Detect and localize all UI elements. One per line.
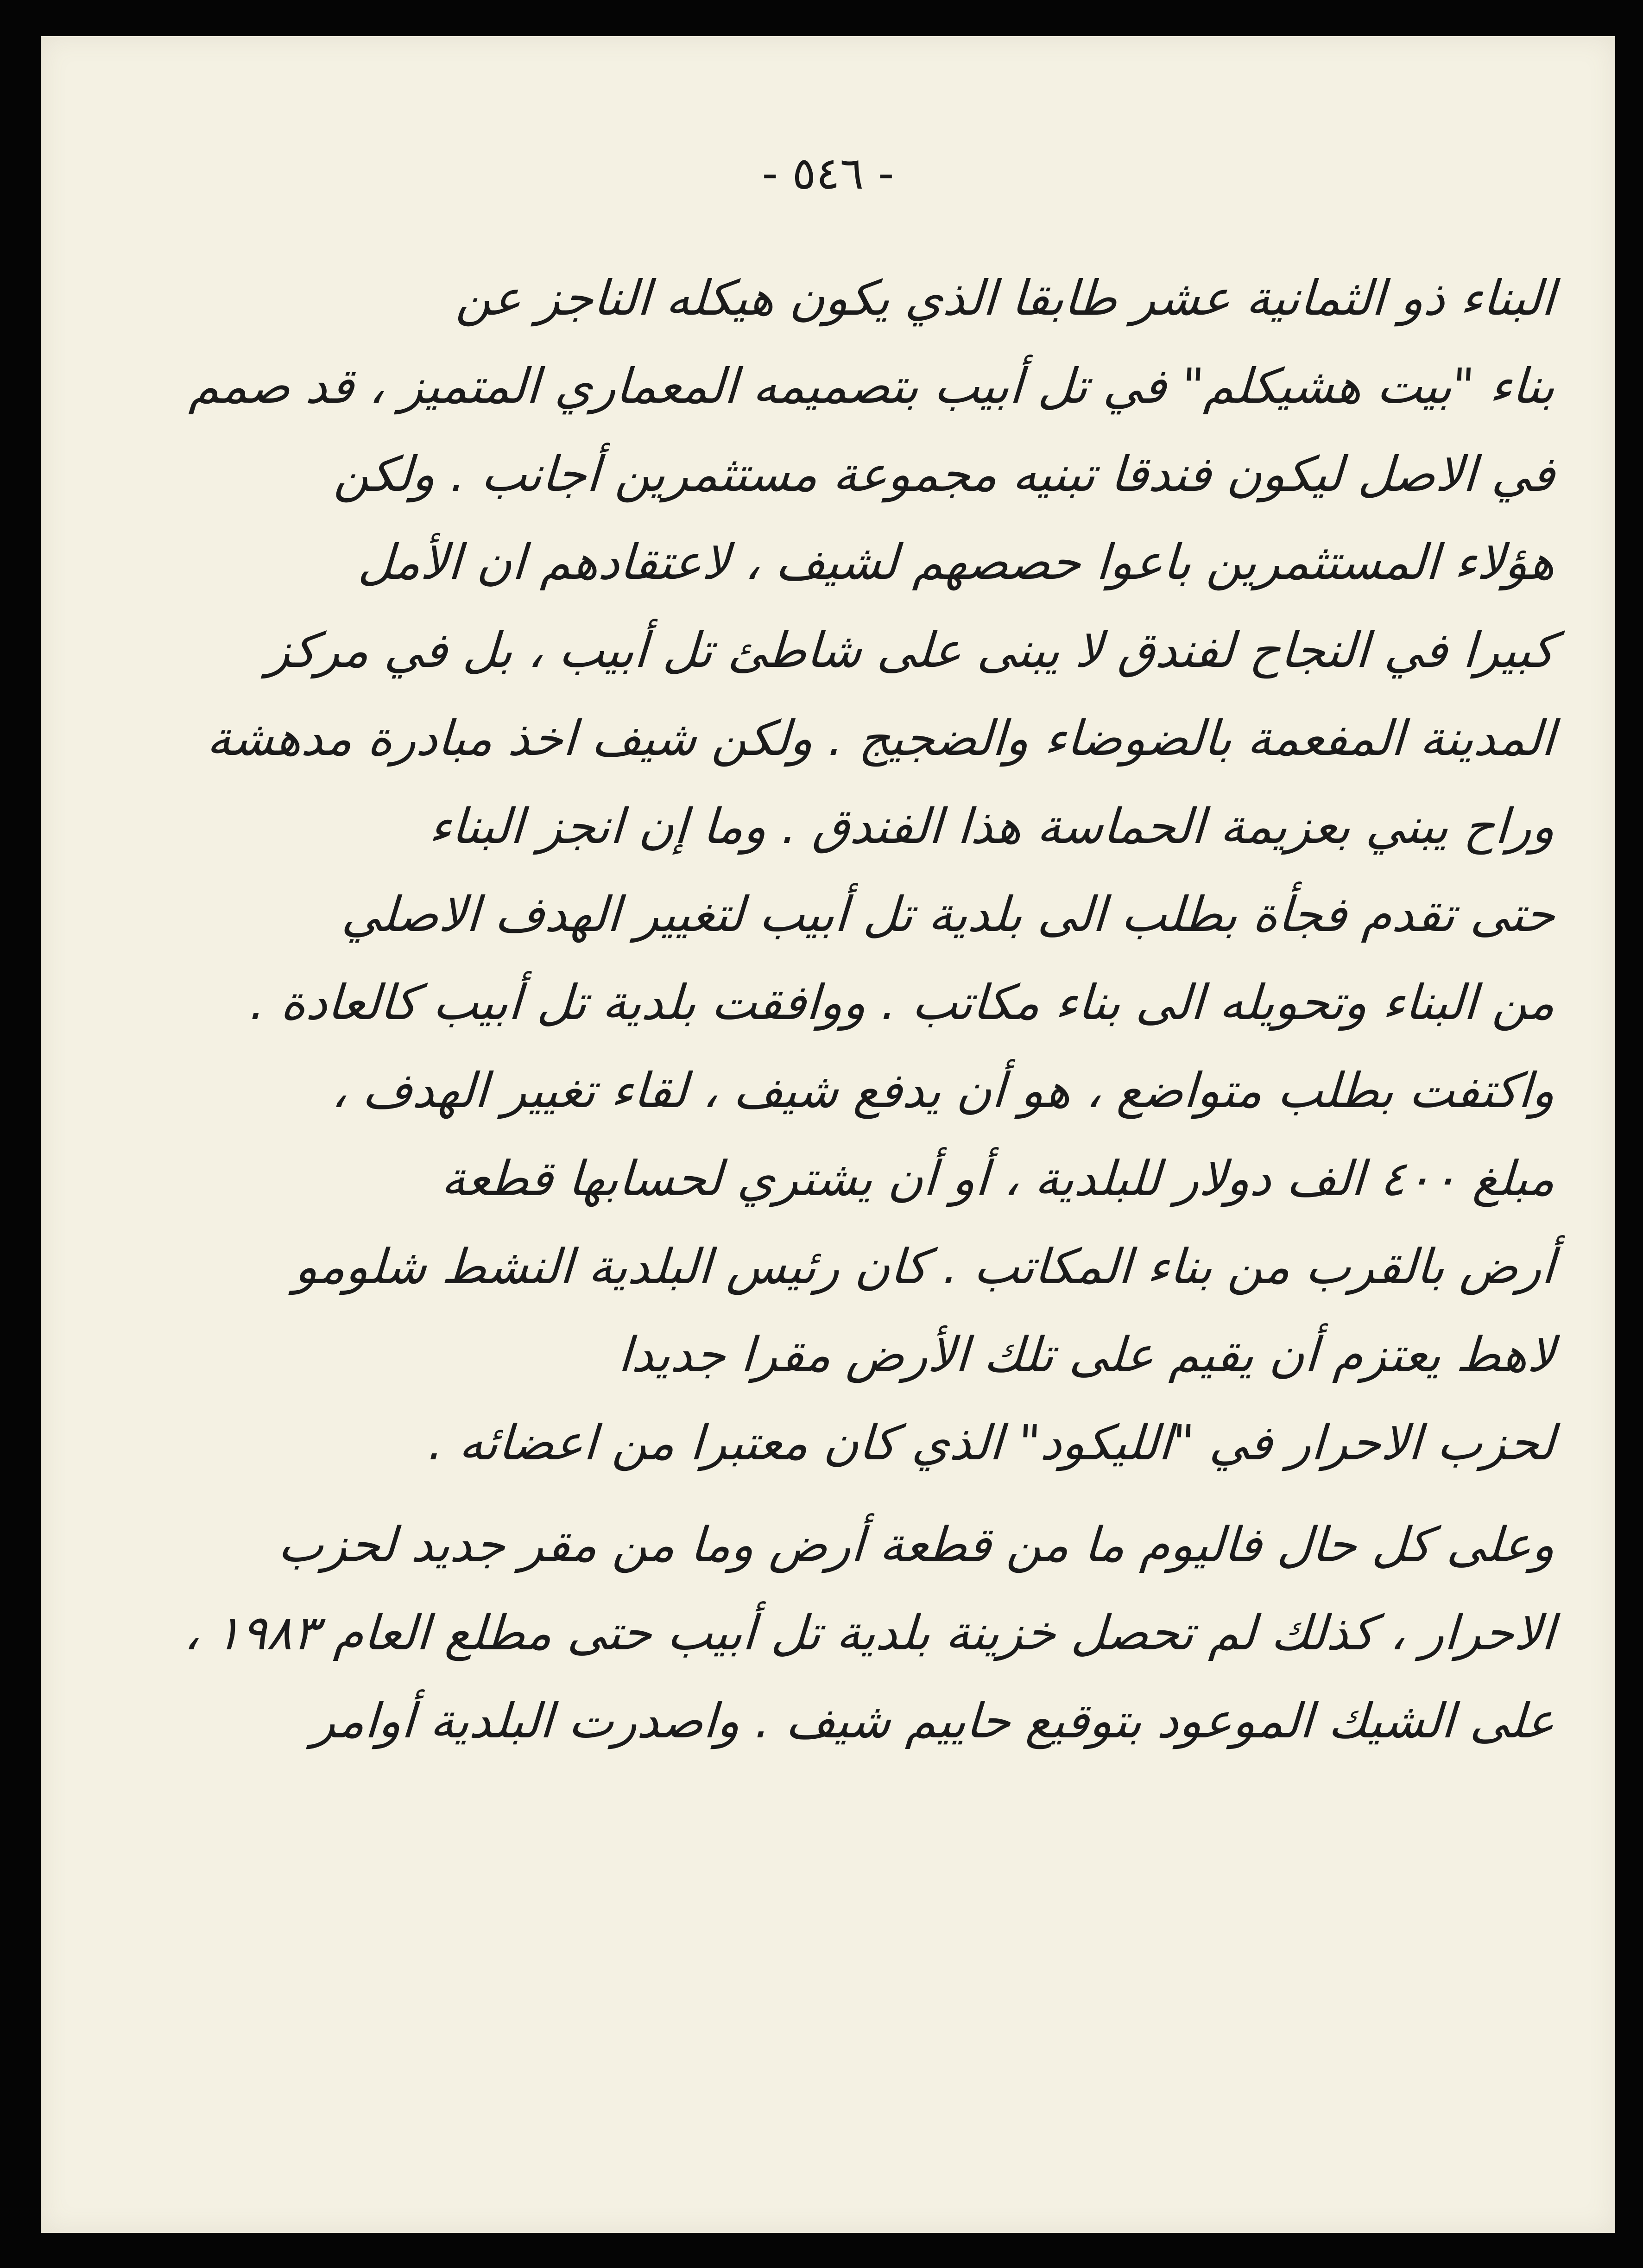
text-line: في الاصل ليكون فندقا تبنيه مجموعة مستثمرين أجانب . ولكن xyxy=(333,446,1557,502)
page-number: - ٥٤٦ - xyxy=(762,147,894,199)
handwritten-text xyxy=(133,254,1555,1765)
text-line: وراح يبني بعزيمة الحماسة هذا الفندق . وما إن انجز البناء xyxy=(428,798,1557,855)
paragraph-gap xyxy=(133,1487,1555,1501)
text-line: حتى تقدم فجأة بطلب الى بلدية تل أبيب لتغيير الهدف الاصلي xyxy=(340,886,1557,943)
text-line: من البناء وتحويله الى بناء مكاتب . ووافقت بلدية تل أبيب كالعادة . xyxy=(248,974,1557,1031)
text-line: بناء "بيت هشيكلم" في تل أبيب بتصميمه المعماري المتميز ، قد صمم xyxy=(188,358,1557,414)
manuscript-page xyxy=(41,36,1615,2233)
text-line: لحزب الاحرار في "الليكود" الذي كان معتبرا من اعضائه . xyxy=(427,1414,1557,1471)
text-line: كبيرا في النجاح لفندق لا يبنى على شاطئ تل أبيب ، بل في مركز xyxy=(265,622,1557,678)
text-line: المدينة المفعمة بالضوضاء والضجيج . ولكن شيف اخذ مبادرة مدهشة xyxy=(205,710,1557,767)
text-line: على الشيك الموعود بتوقيع حاييم شيف . واصدرت البلدية أوامر xyxy=(310,1692,1557,1749)
text-line: وعلى كل حال فاليوم ما من قطعة أرض وما من مقر جديد لحزب xyxy=(277,1516,1557,1573)
text-line: لاهط يعتزم أن يقيم على تلك الأرض مقرا جديدا xyxy=(617,1326,1557,1383)
text-line: أرض بالقرب من بناء المكاتب . كان رئيس البلدية النشط شلومو xyxy=(293,1238,1557,1295)
text-line: واكتفت بطلب متواضع ، هو أن يدفع شيف ، لقاء تغيير الهدف ، xyxy=(330,1062,1557,1119)
text-line: البناء ذو الثمانية عشر طابقا الذي يكون هيكله الناجز عن xyxy=(455,270,1557,326)
text-line: الاحرار ، كذلك لم تحصل خزينة بلدية تل أبيب حتى مطلع العام ١٩٨٣ ، xyxy=(183,1604,1557,1661)
text-line: هؤلاء المستثمرين باعوا حصصهم لشيف ، لاعتقادهم ان الأمل xyxy=(357,534,1557,590)
text-line: مبلغ ٤٠٠ الف دولار للبلدية ، أو أن يشتري لحسابها قطعة xyxy=(440,1150,1557,1207)
